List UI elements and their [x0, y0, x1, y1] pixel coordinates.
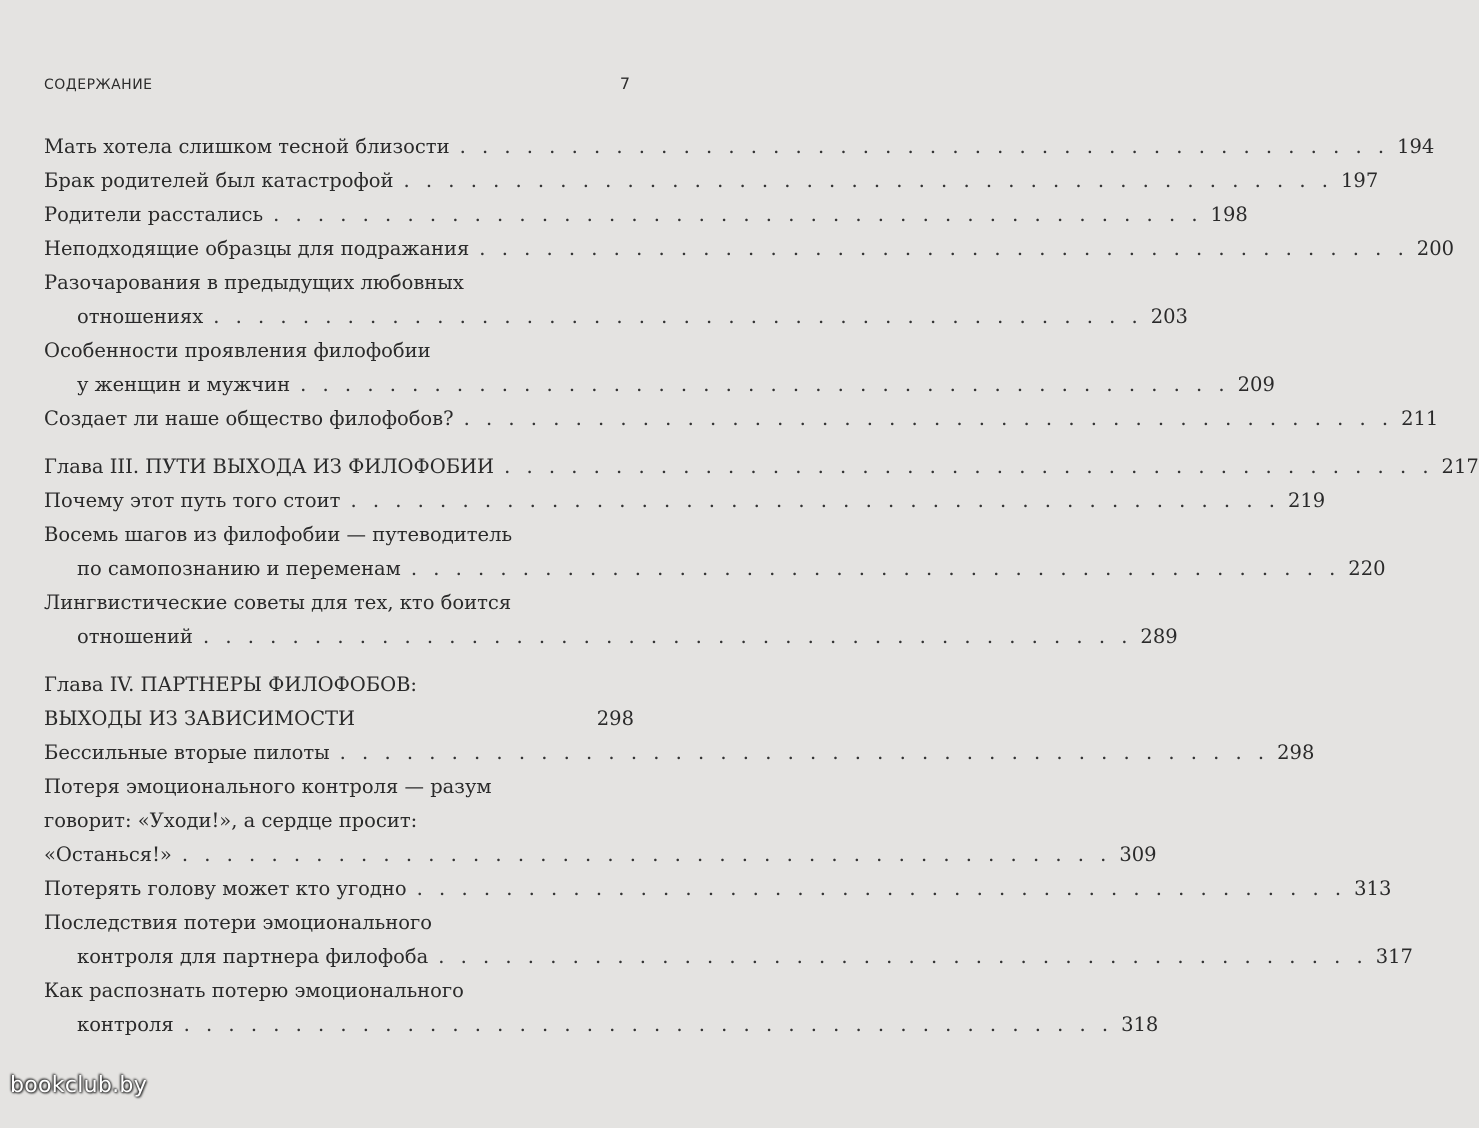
toc-entry [44, 484, 1326, 518]
toc-entry-title: Мать хотела слишком тесной близости [44, 135, 450, 158]
toc-entry-title: Разочарования в предыдущих любовных [44, 271, 464, 294]
dot-leader: . . . . . . . . . . . . . . . . . . . . . . . . . . . . . . . . . . . . . . . . . . [479, 237, 1409, 260]
toc-entry-page: 317 [1375, 945, 1413, 968]
toc-entry-title: контроля [77, 1013, 174, 1036]
dot-leader: . . . . . . . . . . . . . . . . . . . . . . . . . . . . . . . . . . . . . . . . . . [438, 945, 1368, 968]
toc-entry-title: Неподходящие образцы для подражания [44, 237, 470, 260]
dot-leader: . . . . . . . . . . . . . . . . . . . . . . . . . . . . . . . . . . . . . . . . . . [300, 373, 1230, 396]
toc-entry-page: 289 [1140, 625, 1178, 648]
toc-entry-title: отношений [77, 625, 193, 648]
dot-leader: . . . . . . . . . . . . . . . . . . . . . . . . . . . . . . . . . . . . . . . . . . [504, 455, 1434, 478]
toc-entry [44, 872, 1392, 906]
toc-entry [44, 198, 1248, 232]
toc-entry [44, 130, 1435, 164]
toc-entry [44, 164, 1379, 198]
section-title: СОДЕРЖАНИЕ [44, 77, 153, 93]
toc-entry-title: Бессильные вторые пилоты [44, 741, 330, 764]
toc-entry-title: Как распознать потерю эмоционального [44, 979, 464, 1002]
toc-entry-title: Брак родителей был катастрофой [44, 169, 394, 192]
toc-entry-page: 309 [1119, 843, 1157, 866]
page-number: 7 [619, 74, 630, 93]
toc-entry [44, 770, 1157, 872]
toc-entry-page: 200 [1416, 237, 1455, 260]
toc-entry [44, 906, 1413, 974]
dot-leader: . . . . . . . . . . . . . . . . . . . . . . . . . . . . . . . . . . . . . . . . . . [459, 135, 1390, 158]
toc-entry-title: Потеря эмоционального контроля — разум [44, 775, 492, 798]
toc-entry-page: 203 [1150, 305, 1188, 328]
toc-entry-title: ВЫХОДЫ ИЗ ЗАВИСИМОСТИ [44, 707, 356, 730]
toc-entry-page: 198 [1210, 203, 1248, 226]
toc-entry-page: 313 [1354, 877, 1392, 900]
dot-leader: . . . . . . . . . . . . . . . . . . . . . . . . . . . . . . . . . . . . . . . . . . [463, 407, 1394, 430]
dot-leader: . . . . . . . . . . . . . . . . . . . . . . . . . . . . . . . . . . . . . . . . . . [403, 169, 1333, 192]
toc-entry-title: Глава III. ПУТИ ВЫХОДА ИЗ ФИЛОФОБИИ [44, 455, 495, 478]
toc-entry [44, 334, 1275, 402]
toc-entry [44, 518, 1386, 586]
toc-entry-title: Особенности проявления филофобии [44, 339, 431, 362]
toc-entry-title: говорит: «Уходи!», а сердце просит: [44, 809, 418, 832]
dot-leader: . . . . . . . . . . . . . . . . . . . . . . . . . . . . . . . . . . . . . . . . . . [416, 877, 1347, 900]
toc-entry-page: 197 [1341, 169, 1379, 192]
toc-entry-page: 298 [596, 707, 634, 730]
toc-entry-title: контроля для партнера филофоба [77, 945, 429, 968]
dot-leader: . . . . . . . . . . . . . . . . . . . . . . . . . . . . . . . . . . . . . . . . . . [202, 625, 1133, 648]
dot-leader: . . . . . . . . . . . . . . . . . . . . . . . . . . . . . . . . . . . . . . . . . . [181, 843, 1112, 866]
toc-entry-page: 209 [1237, 373, 1275, 396]
toc-entry-title: Глава IV. ПАРТНЕРЫ ФИЛОФОБОВ: [44, 673, 417, 696]
toc-entry-title: «Останься!» [44, 843, 172, 866]
dot-leader: . . . . . . . . . . . . . . . . . . . . . . . . . . . . . . . . . . . . . . . . . . [213, 305, 1143, 328]
toc-entry-title: Потерять голову может кто угодно [44, 877, 407, 900]
toc-entry-title: отношениях [77, 305, 204, 328]
toc-entry-page: 211 [1401, 407, 1439, 430]
dot-leader: . . . . . . . . . . . . . . . . . . . . . . . . . . . . . . . . . . . . . . . . . . [183, 1013, 1114, 1036]
toc-entry-page: 194 [1397, 135, 1435, 158]
toc-entry-title: у женщин и мужчин [77, 373, 291, 396]
toc-entry [44, 736, 1315, 770]
toc-entry-page: 220 [1348, 557, 1386, 580]
toc-entry [44, 402, 1439, 436]
dot-leader: . . . . . . . . . . . . . . . . . . . . . . . . . . . . . . . . . . . . . . . . . . [350, 489, 1280, 512]
toc-entry-title: Почему этот путь того стоит [44, 489, 341, 512]
toc-entry-title: Создает ли наше общество филофобов? [44, 407, 454, 430]
toc-entry-page: 219 [1287, 489, 1326, 512]
running-head [44, 74, 630, 93]
section-gap [44, 436, 634, 450]
toc-entry-title: по самопознанию и переменам [77, 557, 401, 580]
toc-entry-title: Последствия потери эмоционального [44, 911, 432, 934]
dot-leader: . . . . . . . . . . . . . . . . . . . . . . . . . . . . . . . . . . . . . . . . . . [339, 741, 1270, 764]
watermark: bookclub.by [10, 1073, 148, 1098]
toc-entry-title: Родители расстались [44, 203, 264, 226]
toc-entry-page: 217 [1441, 455, 1479, 478]
dot-leader: . . . . . . . . . . . . . . . . . . . . . . . . . . . . . . . . . . . . . . . . . . [410, 557, 1341, 580]
toc-entry [44, 266, 1188, 334]
toc-entry [44, 586, 1178, 654]
section-gap [44, 654, 634, 668]
toc-entry [44, 450, 1479, 484]
toc-entry [44, 668, 634, 736]
toc-entry [44, 974, 1159, 1042]
dot-leader: . . . . . . . . . . . . . . . . . . . . . . . . . . . . . . . . . . . . . . . . . . [273, 203, 1203, 226]
table-of-contents [44, 130, 1479, 1042]
toc-entry-page: 318 [1121, 1013, 1159, 1036]
toc-entry-title: Восемь шагов из филофобии — путеводитель [44, 523, 513, 546]
toc-entry-page: 298 [1277, 741, 1315, 764]
toc-entry-title: Лингвистические советы для тех, кто боится [44, 591, 512, 614]
toc-entry [44, 232, 1455, 266]
